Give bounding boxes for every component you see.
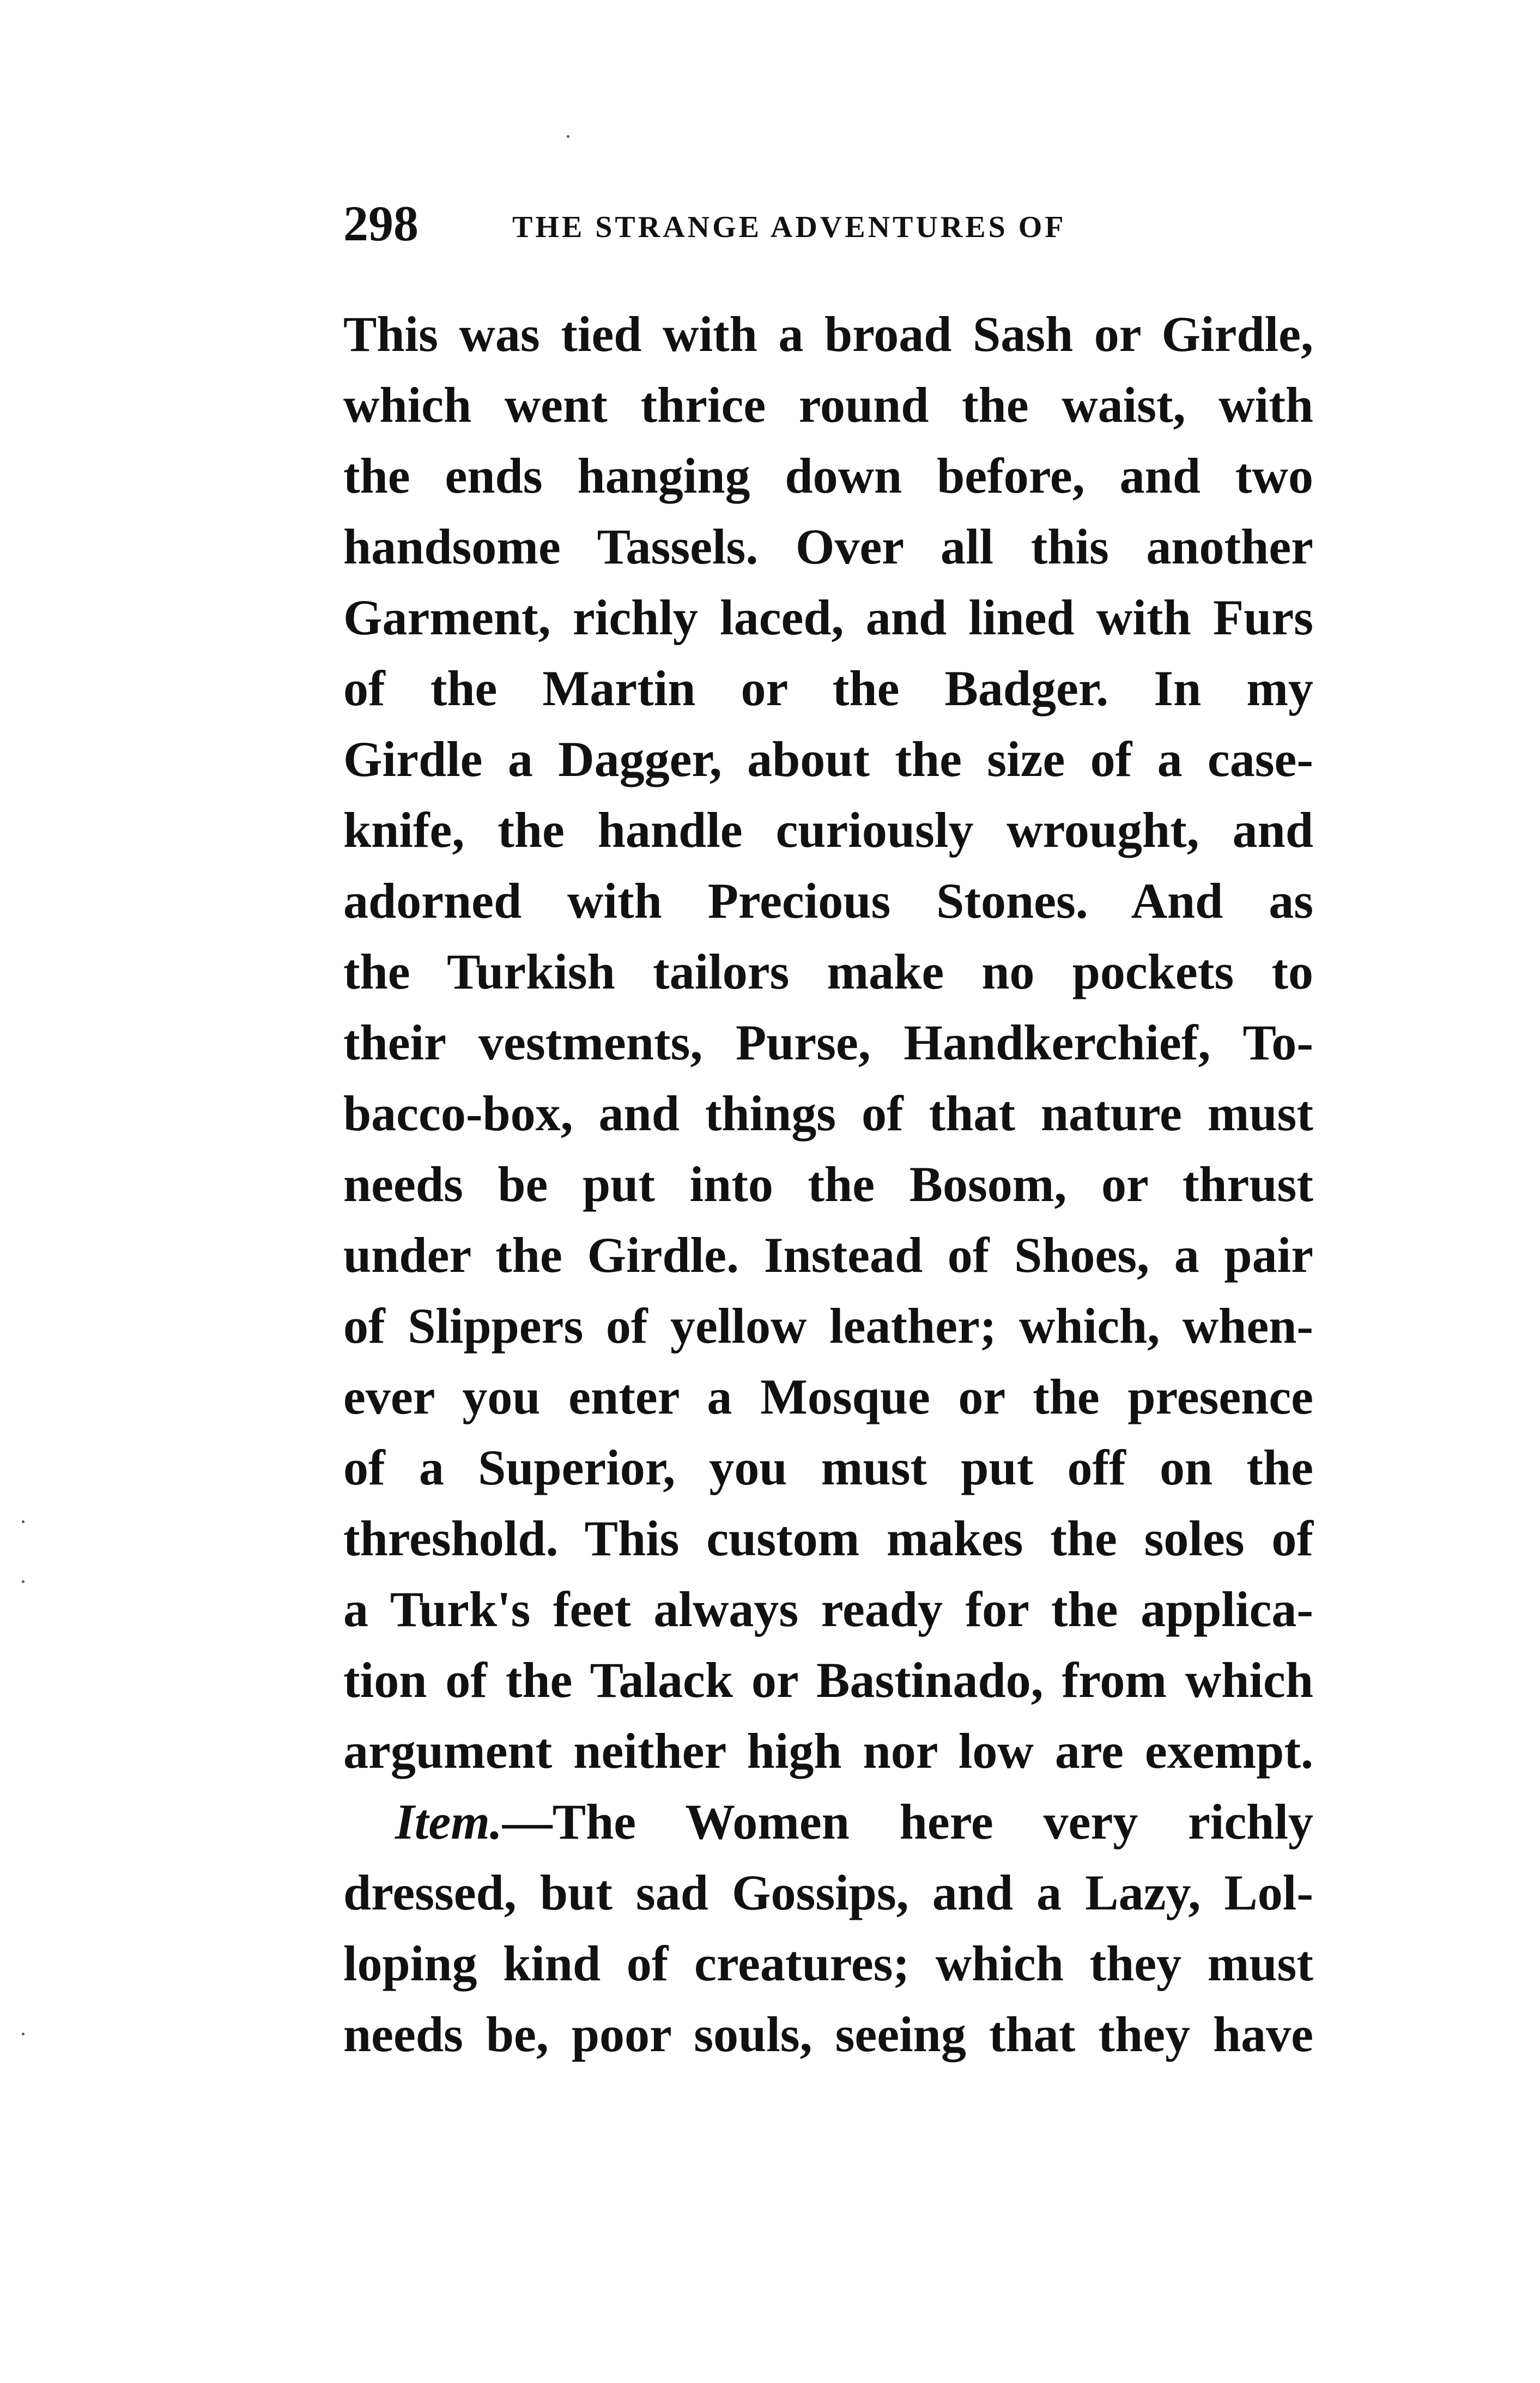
text-line: of the Martin or the Badger. In my	[343, 660, 1313, 716]
text-line: Girdle a Dagger, about the size of a case-	[343, 731, 1313, 787]
text-line: which went thrice round the waist, with	[343, 377, 1313, 433]
text-line: under the Girdle. Instead of Shoes, a pair	[343, 1227, 1313, 1283]
text-line: loping kind of creatures; which they must	[343, 1936, 1313, 1991]
text-line: This was tied with a broad Sash or Girdle,	[343, 306, 1313, 362]
text-line: ever you enter a Mosque or the presence	[343, 1369, 1313, 1424]
scan-speck	[567, 135, 569, 138]
text-line: bacco-box, and things of that nature must	[343, 1086, 1313, 1141]
page-header	[343, 193, 1313, 253]
text-line: of a Superior, you must put off on the	[343, 1440, 1313, 1495]
text-line: their vestments, Purse, Handkerchief, To-	[343, 1015, 1313, 1070]
page-number: 298	[343, 196, 419, 251]
text-line: handsome Tassels. Over all this another	[343, 519, 1313, 574]
item-first-line-text: —The Women here very richly	[502, 1794, 1313, 1850]
text-line: threshold. This custom makes the soles of	[343, 1511, 1313, 1566]
text-line: a Turk's feet always ready for the applica-	[343, 1581, 1313, 1637]
item-paragraph-first-line	[343, 1786, 1313, 1857]
text-line: needs be, poor souls, seeing that they have	[343, 2006, 1313, 2062]
text-line: argument neither high nor low are exempt.	[343, 1723, 1313, 1779]
body-text	[343, 299, 1313, 2070]
text-line: Garment, richly laced, and lined with Furs	[343, 590, 1313, 645]
text-line: knife, the handle curiously wrought, and	[343, 802, 1313, 858]
text-line: dressed, but sad Gossips, and a Lazy, Lol-	[343, 1865, 1313, 1920]
text-line: adorned with Precious Stones. And as	[343, 873, 1313, 929]
text-line: needs be put into the Bosom, or thrust	[343, 1156, 1313, 1212]
item-label: Item.	[395, 1794, 502, 1850]
text-line: the Turkish tailors make no pockets to	[343, 944, 1313, 999]
scan-speck	[22, 1580, 25, 1583]
text-line: tion of the Talack or Bastinado, from which	[343, 1652, 1313, 1708]
text-line: of Slippers of yellow leather; which, when-	[343, 1298, 1313, 1354]
text-line: the ends hanging down before, and two	[343, 448, 1313, 504]
scan-speck	[22, 2033, 25, 2035]
running-head: THE STRANGE ADVENTURES OF	[512, 210, 1066, 244]
scan-speck	[22, 1520, 25, 1523]
